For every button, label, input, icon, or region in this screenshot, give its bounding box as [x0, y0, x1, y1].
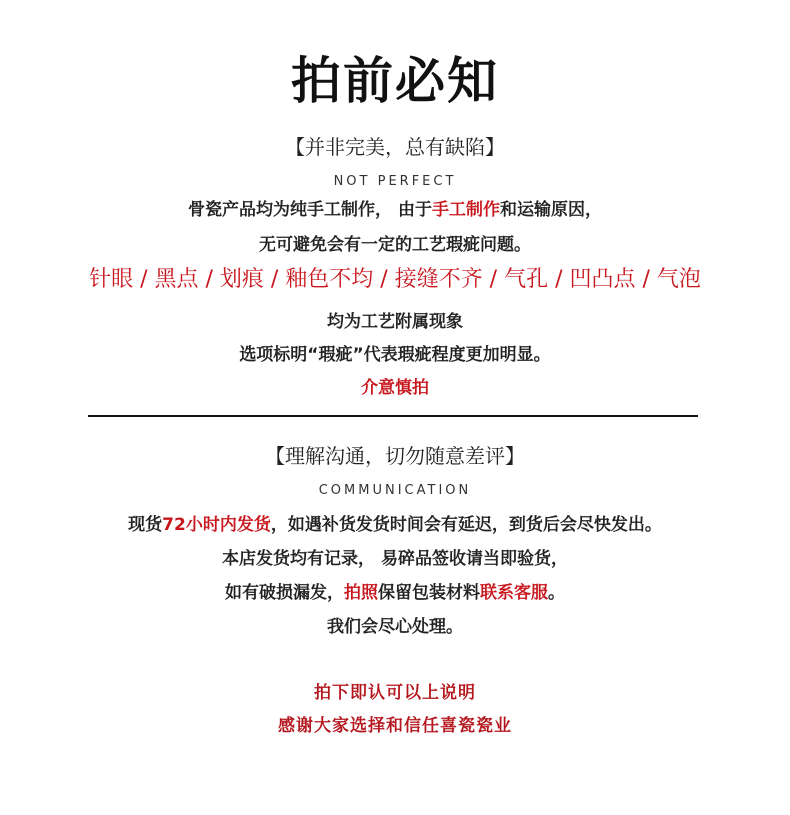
section2-subheading: COMMUNICATION — [318, 483, 472, 498]
section1-subheading: NOT PERFECT — [333, 174, 457, 189]
section1-line1 — [0, 197, 790, 223]
section2-heading: 【理解沟通，切勿随意差评】 — [265, 444, 525, 468]
section1-line1-part1: 骨瓷产品均为纯手工制作， 由于 — [188, 200, 432, 220]
section2-line1-highlight: 72小时内发货 — [162, 515, 271, 535]
footer-line2: 感谢大家选择和信任喜瓷瓷业 — [278, 716, 512, 736]
defects-list: 针眼 / 黑点 / 划痕 / 釉色不均 / 接缝不齐 / 气孔 / 凹凸点 / 气泡 — [89, 267, 701, 292]
section2-line1-part2: ，如遇补货发货时间会有延迟，到货后会尽快发出。 — [270, 515, 662, 535]
section1-warning: 介意慎拍 — [361, 378, 429, 398]
section2-line3-part2: 保留包装材料 — [378, 583, 480, 603]
section1-line1-highlight: 手工制作 — [431, 200, 500, 220]
section2-line3 — [0, 580, 790, 606]
section2-line3-highlight2: 联系客服 — [480, 583, 548, 603]
section2-line4: 我们会尽心处理。 — [327, 617, 463, 637]
section1-line2: 无可避免会有一定的工艺瑕疵问题。 — [259, 235, 531, 255]
section2-line1-part1: 现货 — [128, 515, 163, 535]
section1-line4: 选项标明“瑕疵”代表瑕疵程度更加明显。 — [239, 345, 551, 365]
section1-line1-part2: 和运输原因， — [499, 200, 602, 220]
section2-line3-part3: 。 — [548, 583, 565, 603]
page-title: 拍前必知 — [291, 52, 499, 110]
footer-line1: 拍下即认可以上说明 — [314, 683, 476, 703]
section1-line3: 均为工艺附属现象 — [327, 312, 463, 332]
section2-line1 — [0, 512, 790, 538]
section1-heading: 【并非完美，总有缺陷】 — [285, 135, 505, 159]
section2-line3-part1: 如有破损漏发， — [225, 583, 344, 603]
section2-line3-highlight1: 拍照 — [344, 583, 378, 603]
section2-line2: 本店发货均有记录， 易碎品签收请当即验货， — [222, 549, 568, 569]
section-divider — [88, 415, 698, 417]
